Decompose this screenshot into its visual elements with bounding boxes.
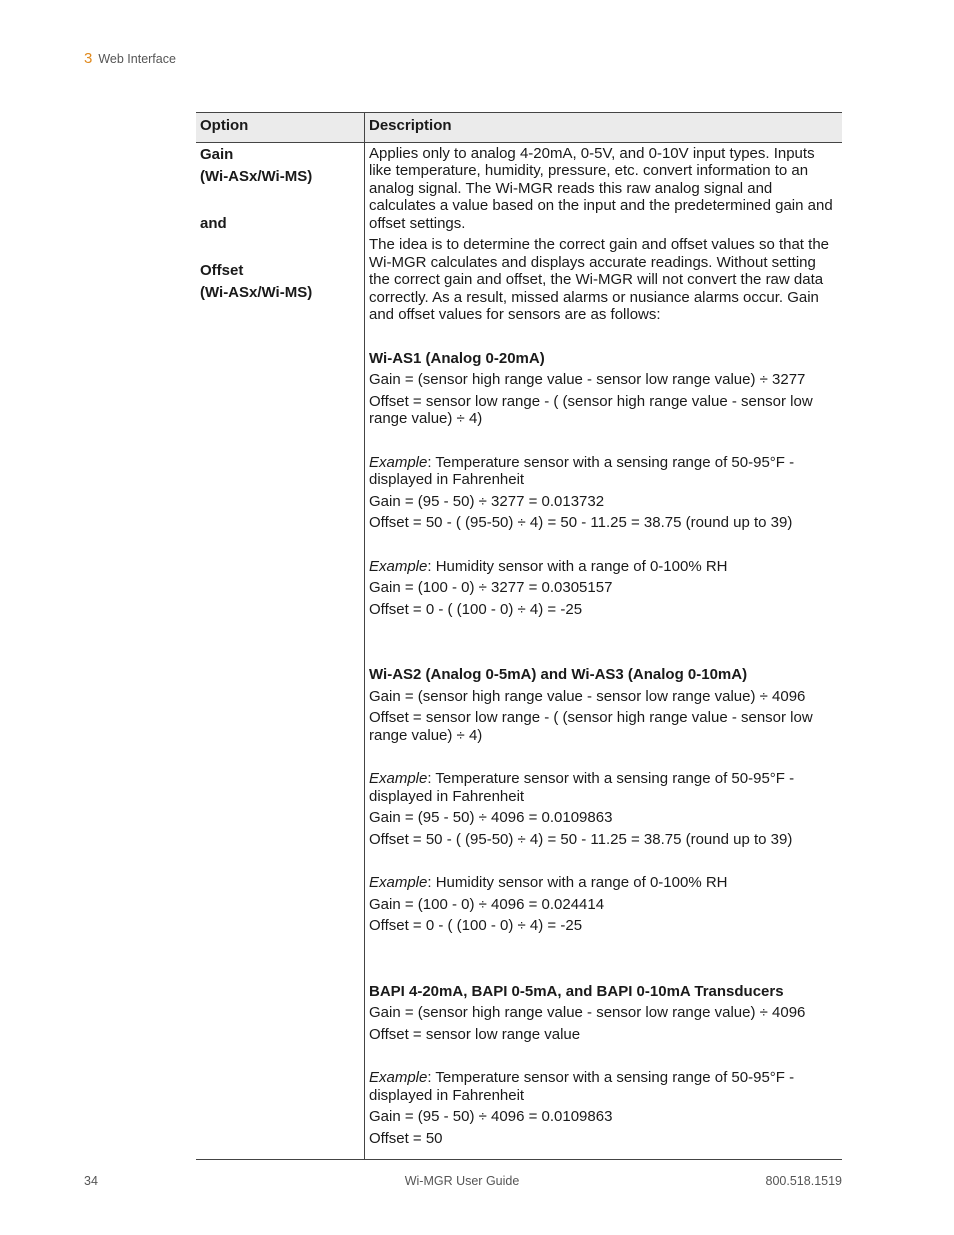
option-cell (196, 142, 365, 1160)
section-heading: Wi-AS1 (Analog 0-20mA) (369, 349, 545, 367)
offset-formula: Offset = sensor low range value (369, 1025, 581, 1043)
page-header (84, 50, 176, 67)
description-cell (365, 142, 843, 1160)
example-text: Example: Temperature sensor with a sensing range of 50-95°F - displayed in Fahrenheit (369, 1069, 795, 1104)
option-qualifier: (Wi-ASx/Wi-MS) (200, 167, 313, 185)
example-gain: Gain = (100 - 0) ÷ 4096 = 0.024414 (369, 895, 605, 913)
intro-paragraph: The idea is to determine the correct gain and offset values so that the Wi-MGR calculates and displays accurate readings. Without setting the correct gain and offset, the Wi-MGR will not convert the raw data correctly. As a result, missed alarms or nusiance alarms occur. Gain and offset values for sensors are as follows: (369, 236, 829, 323)
example-text: Example: Humidity sensor with a range of 0-100% RH (369, 557, 728, 575)
example-gain: Gain = (95 - 50) ÷ 4096 = 0.0109863 (369, 809, 613, 826)
example-label: Example (369, 1069, 428, 1086)
table-row (196, 142, 842, 1160)
offset-formula: Offset = sensor low range - ( (sensor high range value - sensor low range value) ÷ 4) (369, 709, 813, 744)
example-label: Example (369, 453, 428, 471)
page-number: 34 (84, 1174, 98, 1188)
column-header-description: Description (365, 113, 843, 143)
example-text: Example: Humidity sensor with a range of 0-100% RH (369, 874, 728, 891)
example-label: Example (369, 874, 428, 891)
option-name: Gain (200, 145, 234, 163)
example-offset: Offset = 50 - ( (95-50) ÷ 4) = 50 - 11.25 = 38.75 (round up to 39) (369, 514, 793, 531)
column-header-option: Option (196, 113, 365, 143)
chapter-number: 3 (84, 50, 93, 67)
phone-number: 800.518.1519 (765, 1174, 842, 1188)
option-qualifier: (Wi-ASx/Wi-MS) (200, 283, 313, 301)
example-text: Example: Temperature sensor with a sensing range of 50-95°F - displayed in Fahrenheit (369, 453, 795, 488)
example-offset: Offset = 0 - ( (100 - 0) ÷ 4) = -25 (369, 917, 583, 934)
option-name: Offset (200, 261, 244, 279)
intro-paragraph: Applies only to analog 4-20mA, 0-5V, and 0-10V input types. Inputs like temperature, humidity, pressure, etc. convert information to an analog signal. The Wi-MGR reads this raw analog signal and calculates a value based on the input and the predetermined gain and offset settings. (369, 144, 833, 232)
example-gain: Gain = (95 - 50) ÷ 3277 = 0.013732 (369, 492, 605, 510)
example-offset: Offset = 50 (369, 1129, 443, 1147)
options-table (196, 112, 842, 1160)
section-heading: BAPI 4-20mA, BAPI 0-5mA, and BAPI 0-10mA Transducers (369, 982, 784, 1000)
guide-title: Wi-MGR User Guide (404, 1174, 520, 1188)
gain-formula: Gain = (sensor high range value - sensor low range value) ÷ 4096 (369, 687, 806, 705)
example-gain: Gain = (100 - 0) ÷ 3277 = 0.0305157 (369, 579, 613, 596)
offset-formula: Offset = sensor low range - ( (sensor high range value - sensor low range value) ÷ 4) (369, 392, 813, 427)
table-header-row (196, 113, 842, 143)
option-conjunction: and (200, 214, 227, 232)
chapter-title: Web Interface (98, 52, 176, 66)
example-gain: Gain = (95 - 50) ÷ 4096 = 0.0109863 (369, 1108, 613, 1125)
example-offset: Offset = 50 - ( (95-50) ÷ 4) = 50 - 11.25 = 38.75 (round up to 39) (369, 830, 793, 848)
example-text: Example: Temperature sensor with a sensing range of 50-95°F - displayed in Fahrenheit (369, 770, 795, 805)
section-heading: Wi-AS2 (Analog 0-5mA) and Wi-AS3 (Analog 0-10mA) (369, 666, 748, 683)
example-offset: Offset = 0 - ( (100 - 0) ÷ 4) = -25 (369, 600, 583, 618)
gain-formula: Gain = (sensor high range value - sensor low range value) ÷ 3277 (369, 371, 806, 388)
example-label: Example (369, 557, 428, 575)
gain-formula: Gain = (sensor high range value - sensor low range value) ÷ 4096 (369, 1004, 806, 1021)
example-label: Example (369, 770, 428, 787)
